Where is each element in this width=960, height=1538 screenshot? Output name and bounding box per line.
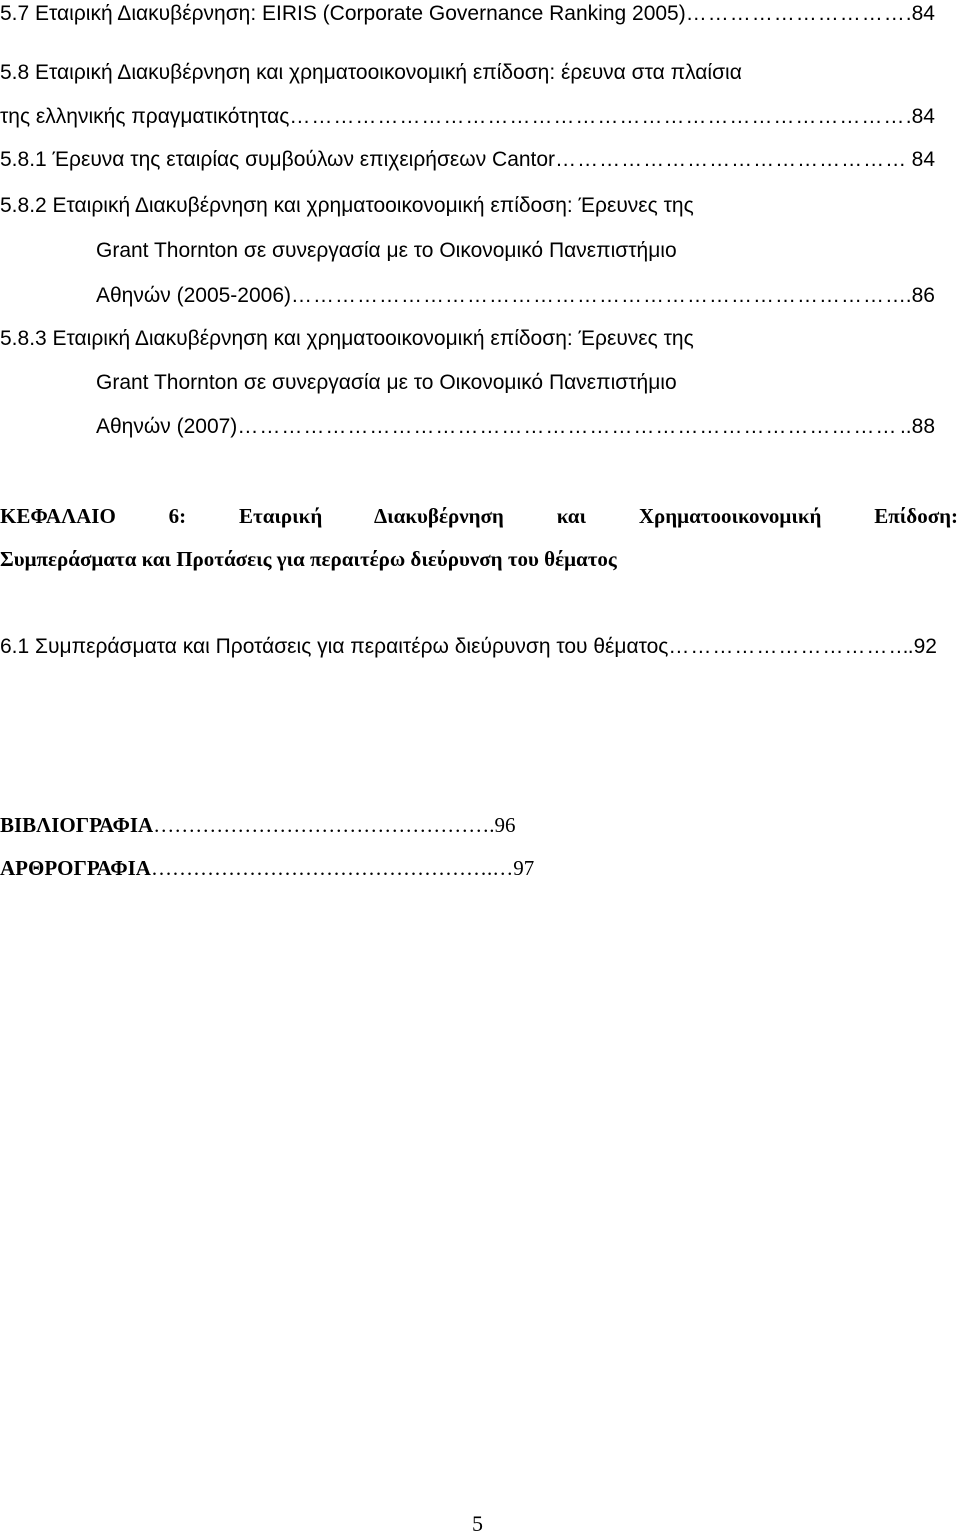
toc-entry-5-8-2-line2: Grant Thornton σε συνεργασία με το Οικονομικό Πανεπιστήμιο (96, 239, 677, 262)
heading-word: και (556, 504, 586, 528)
toc-leader-dots (289, 103, 905, 131)
toc-entry-text: 5.8.1 Έρευνα της εταιρίας συμβούλων επιχειρήσεων Cantor (0, 148, 556, 171)
toc-entry-5-8-3-line1: 5.8.3 Εταιρική Διακυβέρνηση και χρηματοοικονομική επίδοση: Έρευνες της (0, 327, 694, 350)
toc-page-number: ..88 (899, 415, 935, 438)
toc-leader-dots (668, 633, 907, 661)
heading-word: 6: (168, 504, 187, 528)
toc-entry-text: Αθηνών (2005-2006) (96, 284, 292, 307)
toc-entry-5-8-line2 (0, 103, 935, 131)
toc-entry-bibliography (0, 810, 515, 840)
toc-entry-6-1 (0, 633, 937, 661)
toc-entry-text: 5.7 Εταιρική Διακυβέρνηση: EIRIS (Corporate Governance Ranking 2005) (0, 2, 686, 25)
heading-word: ΚΕΦΑΛΑΙΟ (0, 504, 116, 528)
toc-leader-dots (237, 413, 900, 441)
toc-entry-5-8-3-line2: Grant Thornton σε συνεργασία με το Οικονομικό Πανεπιστήμιο (96, 371, 677, 394)
toc-leader-dots: …………………………………………. (150, 856, 493, 880)
toc-entry-articles (0, 853, 534, 883)
toc-entry-5-8-2-line1: 5.8.2 Εταιρική Διακυβέρνηση και χρηματοοικονομική επίδοση: Έρευνες της (0, 194, 694, 217)
heading-word: Χρηματοοικονομική (638, 504, 822, 528)
toc-entry-5-8-1 (0, 146, 935, 174)
toc-entry-text: 6.1 Συμπεράσματα και Προτάσεις για περαιτέρω διεύρυνση του θέματος (0, 635, 669, 658)
toc-entry-text: της ελληνικής πραγματικότητας (0, 105, 290, 128)
page-number: 5 (472, 1511, 483, 1536)
toc-entry-5-8-3-line3 (96, 413, 935, 441)
toc-page-number: …97 (492, 856, 535, 880)
toc-leader-dots (291, 282, 906, 310)
toc-page-number: .84 (905, 105, 935, 128)
toc-leader-dots (686, 0, 906, 28)
toc-page-number: .92 (907, 635, 937, 658)
chapter-6-heading-line2: Συμπεράσματα και Προτάσεις για περαιτέρω διεύρυνση του θέματος (0, 547, 617, 571)
toc-leader-dots (555, 146, 906, 174)
toc-page-number: .86 (905, 284, 935, 307)
toc-entry-text: ΑΡΘΡΟΓΡΑΦΙΑ (0, 856, 151, 880)
toc-page-number: .84 (905, 2, 935, 25)
toc-leader-dots: ………………………………………… (153, 813, 490, 837)
toc-page-number: 84 (911, 148, 935, 171)
chapter-6-heading-line1 (0, 501, 958, 531)
toc-entry-5-8-line1: 5.8 Εταιρική Διακυβέρνηση και χρηματοοικονομική επίδοση: έρευνα στα πλαίσια (0, 61, 742, 84)
toc-page-number: .96 (489, 813, 516, 837)
heading-word: Επίδοση: (874, 504, 959, 528)
heading-word: Εταιρική (239, 504, 323, 528)
toc-entry-5-7 (0, 0, 935, 28)
toc-entry-text: Αθηνών (2007) (96, 415, 238, 438)
toc-entry-5-8-2-line3 (96, 282, 935, 310)
toc-entry-text: ΒΙΒΛΙΟΓΡΑΦΙΑ (0, 813, 154, 837)
heading-word: Διακυβέρνηση (373, 504, 504, 528)
